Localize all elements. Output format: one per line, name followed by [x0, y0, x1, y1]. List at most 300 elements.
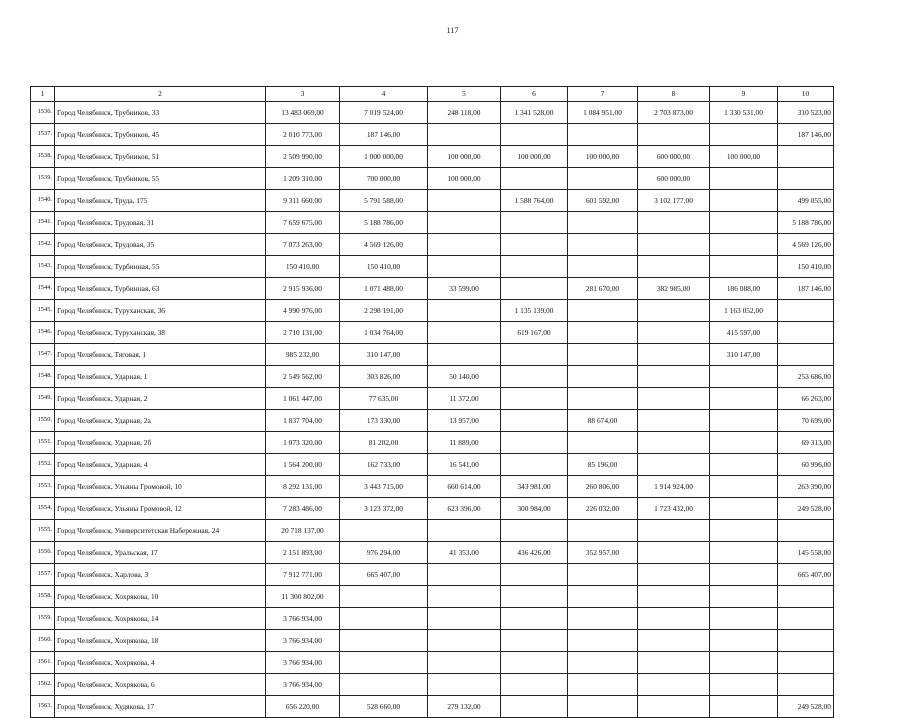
row-number-cell: 1543.	[31, 256, 55, 278]
cell-total: 1 061 447,00	[266, 388, 340, 410]
cell-col10: 249 528,00	[778, 498, 834, 520]
table-row	[31, 168, 834, 190]
cell-col8	[638, 608, 710, 630]
cell-col7	[568, 168, 638, 190]
cell-col7	[568, 212, 638, 234]
cell-col4: 7 019 524,00	[340, 102, 428, 124]
cell-col6: 1 135 139,00	[501, 300, 568, 322]
cell-col6	[501, 608, 568, 630]
cell-col10: 60 996,00	[778, 454, 834, 476]
cell-col5: 41 353,00	[428, 542, 501, 564]
cell-col4: 1 034 764,00	[340, 322, 428, 344]
row-number-cell: 1540.	[31, 190, 55, 212]
table-row	[31, 454, 834, 476]
cell-col8	[638, 542, 710, 564]
row-number-cell: 1559.	[31, 608, 55, 630]
cell-col5	[428, 322, 501, 344]
cell-col5: 11 889,00	[428, 432, 501, 454]
cell-col8	[638, 124, 710, 146]
cell-col7: 100 000,00	[568, 146, 638, 168]
cell-col9	[710, 168, 778, 190]
cell-col8: 2 703 873,00	[638, 102, 710, 124]
table-row	[31, 124, 834, 146]
cell-col9	[710, 366, 778, 388]
cell-col6: 1 588 764,00	[501, 190, 568, 212]
cell-col7: 260 806,00	[568, 476, 638, 498]
address-cell: Город Челябинск, Трубников, 45	[55, 124, 266, 146]
cell-col6	[501, 278, 568, 300]
table-row	[31, 388, 834, 410]
address-cell: Город Челябинск, Хохрякова, 14	[55, 608, 266, 630]
address-cell: Город Челябинск, Хохрякова, 18	[55, 630, 266, 652]
table-row	[31, 344, 834, 366]
row-number-cell: 1556.	[31, 542, 55, 564]
cell-col9	[710, 696, 778, 718]
cell-col4: 187 146,00	[340, 124, 428, 146]
table-header-row	[31, 87, 834, 102]
cell-col9: 1 163 052,00	[710, 300, 778, 322]
cell-col7	[568, 586, 638, 608]
cell-col8: 600 000,00	[638, 168, 710, 190]
cell-col10: 66 263,00	[778, 388, 834, 410]
header-cell: 10	[778, 87, 834, 102]
table-row	[31, 234, 834, 256]
cell-col7	[568, 322, 638, 344]
cell-col6: 436 426,00	[501, 542, 568, 564]
cell-col9	[710, 520, 778, 542]
cell-col9	[710, 234, 778, 256]
cell-col5	[428, 674, 501, 696]
cell-col5	[428, 608, 501, 630]
cell-total: 1 564 200,00	[266, 454, 340, 476]
cell-col10: 263 390,00	[778, 476, 834, 498]
cell-col6	[501, 388, 568, 410]
table-row	[31, 278, 834, 300]
address-cell: Город Челябинск, Хохрякова, 6	[55, 674, 266, 696]
table-row	[31, 410, 834, 432]
row-number-cell: 1560.	[31, 630, 55, 652]
cell-col10: 145 558,00	[778, 542, 834, 564]
cell-col7: 226 032,00	[568, 498, 638, 520]
cell-col7: 601 592,00	[568, 190, 638, 212]
address-cell: Город Челябинск, Ударная, 4	[55, 454, 266, 476]
address-cell: Город Челябинск, Ударная, 2а	[55, 410, 266, 432]
cell-total: 2 710 131,00	[266, 322, 340, 344]
address-cell: Город Челябинск, Туруханская, 36	[55, 300, 266, 322]
cell-col5: 248 118,00	[428, 102, 501, 124]
cell-col10: 665 407,00	[778, 564, 834, 586]
cell-col5	[428, 564, 501, 586]
cell-col5	[428, 344, 501, 366]
cell-col4: 5 791 588,00	[340, 190, 428, 212]
row-number-cell: 1552.	[31, 454, 55, 476]
row-number-cell: 1561.	[31, 652, 55, 674]
cell-total: 3 766 934,00	[266, 674, 340, 696]
header-cell: 9	[710, 87, 778, 102]
row-number-cell: 1551.	[31, 432, 55, 454]
address-cell: Город Челябинск, Трубников, 33	[55, 102, 266, 124]
cell-col4: 3 443 715,00	[340, 476, 428, 498]
cell-col10: 187 146,00	[778, 124, 834, 146]
row-number-cell: 1544.	[31, 278, 55, 300]
address-cell: Город Челябинск, Ударная, 1	[55, 366, 266, 388]
cell-col4: 528 660,00	[340, 696, 428, 718]
cell-col4: 1 000 000,00	[340, 146, 428, 168]
cell-col10: 187 146,00	[778, 278, 834, 300]
cell-col7	[568, 608, 638, 630]
cell-col9: 186 088,00	[710, 278, 778, 300]
cell-col9	[710, 652, 778, 674]
cell-col4: 150 410,00	[340, 256, 428, 278]
row-number-cell: 1563.	[31, 696, 55, 718]
header-cell: 5	[428, 87, 501, 102]
address-cell: Город Челябинск, Трудовая, 35	[55, 234, 266, 256]
row-number-cell: 1554.	[31, 498, 55, 520]
address-cell: Город Челябинск, Трубников, 55	[55, 168, 266, 190]
cell-col10: 249 528,00	[778, 696, 834, 718]
cell-col8	[638, 388, 710, 410]
cell-col9	[710, 586, 778, 608]
table-row	[31, 102, 834, 124]
cell-total: 9 311 660,00	[266, 190, 340, 212]
cell-col5	[428, 520, 501, 542]
cell-col9: 1 330 531,00	[710, 102, 778, 124]
cell-col6	[501, 344, 568, 366]
address-cell: Город Челябинск, Турбинная, 63	[55, 278, 266, 300]
cell-col6	[501, 212, 568, 234]
cell-col6	[501, 256, 568, 278]
cell-col4: 173 330,00	[340, 410, 428, 432]
cell-col9	[710, 608, 778, 630]
cell-col5: 50 140,00	[428, 366, 501, 388]
cell-col6	[501, 234, 568, 256]
cell-col10	[778, 630, 834, 652]
cell-col9	[710, 388, 778, 410]
address-cell: Город Челябинск, Худякова, 17	[55, 696, 266, 718]
cell-col10: 150 410,00	[778, 256, 834, 278]
cell-col7	[568, 366, 638, 388]
cell-col7: 1 084 951,00	[568, 102, 638, 124]
address-cell: Город Челябинск, Университетская Набережная, 24	[55, 520, 266, 542]
row-number-cell: 1545.	[31, 300, 55, 322]
row-number-cell: 1548.	[31, 366, 55, 388]
cell-col5	[428, 234, 501, 256]
cell-col4	[340, 608, 428, 630]
cell-col9: 310 147,00	[710, 344, 778, 366]
cell-col10	[778, 652, 834, 674]
cell-col8	[638, 432, 710, 454]
cell-col6	[501, 124, 568, 146]
cell-col8	[638, 696, 710, 718]
table-row	[31, 322, 834, 344]
address-cell: Город Челябинск, Турбинная, 55	[55, 256, 266, 278]
cell-col4: 310 147,00	[340, 344, 428, 366]
cell-col6	[501, 454, 568, 476]
cell-col7	[568, 234, 638, 256]
cell-total: 8 292 131,00	[266, 476, 340, 498]
cell-col5: 11 372,00	[428, 388, 501, 410]
cell-col9	[710, 410, 778, 432]
cell-col8	[638, 366, 710, 388]
address-cell: Город Челябинск, Тяговая, 1	[55, 344, 266, 366]
cell-total: 3 766 934,00	[266, 630, 340, 652]
row-number-cell: 1558.	[31, 586, 55, 608]
cell-col6	[501, 630, 568, 652]
table-row	[31, 674, 834, 696]
table-row	[31, 190, 834, 212]
header-cell: 8	[638, 87, 710, 102]
cell-col4: 4 569 126,00	[340, 234, 428, 256]
cell-col4: 2 298 191,00	[340, 300, 428, 322]
cell-col8	[638, 652, 710, 674]
cell-col8	[638, 564, 710, 586]
cell-col8: 1 723 432,00	[638, 498, 710, 520]
cell-col8	[638, 454, 710, 476]
cell-col6	[501, 564, 568, 586]
cell-col4	[340, 586, 428, 608]
cell-total: 13 483 069,00	[266, 102, 340, 124]
address-cell: Город Челябинск, Ударная, 2б	[55, 432, 266, 454]
address-cell: Город Челябинск, Ульяны Громовой, 12	[55, 498, 266, 520]
cell-col10: 5 188 786,00	[778, 212, 834, 234]
table-row	[31, 564, 834, 586]
cell-col5	[428, 124, 501, 146]
cell-col7	[568, 432, 638, 454]
table-row	[31, 696, 834, 718]
cell-col10: 4 569 126,00	[778, 234, 834, 256]
cell-col7: 85 196,00	[568, 454, 638, 476]
row-number-cell: 1536.	[31, 102, 55, 124]
row-number-cell: 1553.	[31, 476, 55, 498]
row-number-cell: 1547.	[31, 344, 55, 366]
header-cell: 3	[266, 87, 340, 102]
cell-col10	[778, 520, 834, 542]
table-row	[31, 652, 834, 674]
cell-col5	[428, 300, 501, 322]
cell-col9	[710, 674, 778, 696]
cell-col8	[638, 586, 710, 608]
row-number-cell: 1541.	[31, 212, 55, 234]
cell-col9	[710, 432, 778, 454]
cell-total: 1 073 320,00	[266, 432, 340, 454]
cell-col10	[778, 608, 834, 630]
cell-col9: 100 000,00	[710, 146, 778, 168]
table-row	[31, 256, 834, 278]
cell-total: 2 915 936,00	[266, 278, 340, 300]
cell-col4	[340, 630, 428, 652]
cell-total: 985 232,00	[266, 344, 340, 366]
cell-col5: 623 396,00	[428, 498, 501, 520]
address-cell: Город Челябинск, Ульяны Громовой, 10	[55, 476, 266, 498]
cell-col10: 499 055,00	[778, 190, 834, 212]
cell-col7: 281 670,00	[568, 278, 638, 300]
cell-col8: 600 000,00	[638, 146, 710, 168]
cell-col7	[568, 696, 638, 718]
cell-col5: 100 000,00	[428, 168, 501, 190]
cell-col10	[778, 146, 834, 168]
cell-total: 7 283 486,00	[266, 498, 340, 520]
cell-col4: 665 407,00	[340, 564, 428, 586]
table-row	[31, 300, 834, 322]
cell-col7	[568, 388, 638, 410]
cell-col6: 300 984,00	[501, 498, 568, 520]
cell-col5: 100 000,00	[428, 146, 501, 168]
cell-col8	[638, 630, 710, 652]
row-number-cell: 1549.	[31, 388, 55, 410]
cell-col4: 81 202,00	[340, 432, 428, 454]
cell-col4: 3 123 372,00	[340, 498, 428, 520]
cell-col8: 1 914 924,00	[638, 476, 710, 498]
cell-total: 20 718 137,00	[266, 520, 340, 542]
cell-col6	[501, 366, 568, 388]
cell-col9	[710, 256, 778, 278]
cell-col8	[638, 212, 710, 234]
cell-col8	[638, 674, 710, 696]
cell-col7: 352 957,00	[568, 542, 638, 564]
cell-col5: 33 599,00	[428, 278, 501, 300]
row-number-cell: 1537.	[31, 124, 55, 146]
cell-col9	[710, 630, 778, 652]
cell-col5: 16 541,00	[428, 454, 501, 476]
table-row	[31, 520, 834, 542]
cell-col7	[568, 344, 638, 366]
row-number-cell: 1555.	[31, 520, 55, 542]
cell-col4: 1 071 488,00	[340, 278, 428, 300]
cell-col6	[501, 586, 568, 608]
cell-col9	[710, 564, 778, 586]
cell-col6	[501, 674, 568, 696]
table-row	[31, 476, 834, 498]
cell-col9	[710, 476, 778, 498]
cell-col10	[778, 322, 834, 344]
cell-col10: 253 686,00	[778, 366, 834, 388]
data-table	[30, 86, 834, 718]
cell-col9	[710, 498, 778, 520]
address-cell: Город Челябинск, Труда, 175	[55, 190, 266, 212]
cell-col10	[778, 300, 834, 322]
cell-col4: 700 000,00	[340, 168, 428, 190]
address-cell: Город Челябинск, Трудовая, 31	[55, 212, 266, 234]
cell-total: 4 990 976,00	[266, 300, 340, 322]
address-cell: Город Челябинск, Уральская, 17	[55, 542, 266, 564]
cell-col10: 310 523,00	[778, 102, 834, 124]
cell-col8	[638, 256, 710, 278]
cell-col10	[778, 168, 834, 190]
table-row	[31, 366, 834, 388]
cell-col8	[638, 410, 710, 432]
address-cell: Город Челябинск, Трубников, 51	[55, 146, 266, 168]
row-number-cell: 1562.	[31, 674, 55, 696]
cell-col5: 279 132,00	[428, 696, 501, 718]
cell-total: 7 659 675,00	[266, 212, 340, 234]
cell-col5	[428, 652, 501, 674]
cell-col7	[568, 124, 638, 146]
table-row	[31, 212, 834, 234]
cell-col10	[778, 344, 834, 366]
cell-col7	[568, 630, 638, 652]
cell-col8	[638, 344, 710, 366]
cell-col4: 303 826,00	[340, 366, 428, 388]
cell-col8	[638, 234, 710, 256]
cell-total: 2 010 773,00	[266, 124, 340, 146]
header-cell: 6	[501, 87, 568, 102]
cell-col9	[710, 454, 778, 476]
cell-col9	[710, 124, 778, 146]
cell-col6: 619 167,00	[501, 322, 568, 344]
cell-col4: 5 188 786,00	[340, 212, 428, 234]
address-cell: Город Челябинск, Ударная, 2	[55, 388, 266, 410]
address-cell: Город Челябинск, Хохрякова, 10	[55, 586, 266, 608]
cell-col7	[568, 300, 638, 322]
cell-col5	[428, 212, 501, 234]
cell-total: 2 151 893,00	[266, 542, 340, 564]
cell-total: 11 300 802,00	[266, 586, 340, 608]
cell-col8	[638, 300, 710, 322]
cell-total: 2 509 990,00	[266, 146, 340, 168]
cell-total: 1 209 310,00	[266, 168, 340, 190]
cell-col7	[568, 652, 638, 674]
row-number-cell: 1539.	[31, 168, 55, 190]
table-row	[31, 586, 834, 608]
cell-col6	[501, 168, 568, 190]
cell-col5	[428, 630, 501, 652]
page-number: 117	[446, 26, 459, 35]
cell-col4: 976 294,00	[340, 542, 428, 564]
table-row	[31, 608, 834, 630]
cell-col4	[340, 652, 428, 674]
cell-col7: 88 674,00	[568, 410, 638, 432]
cell-col9	[710, 212, 778, 234]
header-cell: 7	[568, 87, 638, 102]
row-number-cell: 1546.	[31, 322, 55, 344]
cell-col7	[568, 674, 638, 696]
cell-col6	[501, 410, 568, 432]
cell-col4: 77 635,00	[340, 388, 428, 410]
cell-total: 2 549 562,00	[266, 366, 340, 388]
cell-col10: 69 313,00	[778, 432, 834, 454]
table-row	[31, 146, 834, 168]
cell-col5	[428, 190, 501, 212]
cell-col4	[340, 520, 428, 542]
row-number-cell: 1557.	[31, 564, 55, 586]
header-cell: 4	[340, 87, 428, 102]
cell-total: 1 837 704,00	[266, 410, 340, 432]
cell-col6: 100 000,00	[501, 146, 568, 168]
cell-col7	[568, 520, 638, 542]
cell-col6	[501, 652, 568, 674]
cell-total: 3 766 934,00	[266, 608, 340, 630]
cell-total: 7 073 263,00	[266, 234, 340, 256]
cell-col8: 3 102 177,00	[638, 190, 710, 212]
cell-col10: 70 699,00	[778, 410, 834, 432]
cell-col6	[501, 432, 568, 454]
cell-total: 150 410,00	[266, 256, 340, 278]
cell-total: 7 912 771,00	[266, 564, 340, 586]
cell-col5: 13 957,00	[428, 410, 501, 432]
row-number-cell: 1542.	[31, 234, 55, 256]
cell-col6: 343 981,00	[501, 476, 568, 498]
address-cell: Город Челябинск, Туруханская, 38	[55, 322, 266, 344]
header-cell: 1	[31, 87, 55, 102]
cell-col6	[501, 520, 568, 542]
cell-col9	[710, 190, 778, 212]
cell-col10	[778, 586, 834, 608]
cell-col4: 162 733,00	[340, 454, 428, 476]
cell-col8	[638, 520, 710, 542]
cell-col8: 382 985,00	[638, 278, 710, 300]
cell-col7	[568, 256, 638, 278]
cell-col5	[428, 586, 501, 608]
